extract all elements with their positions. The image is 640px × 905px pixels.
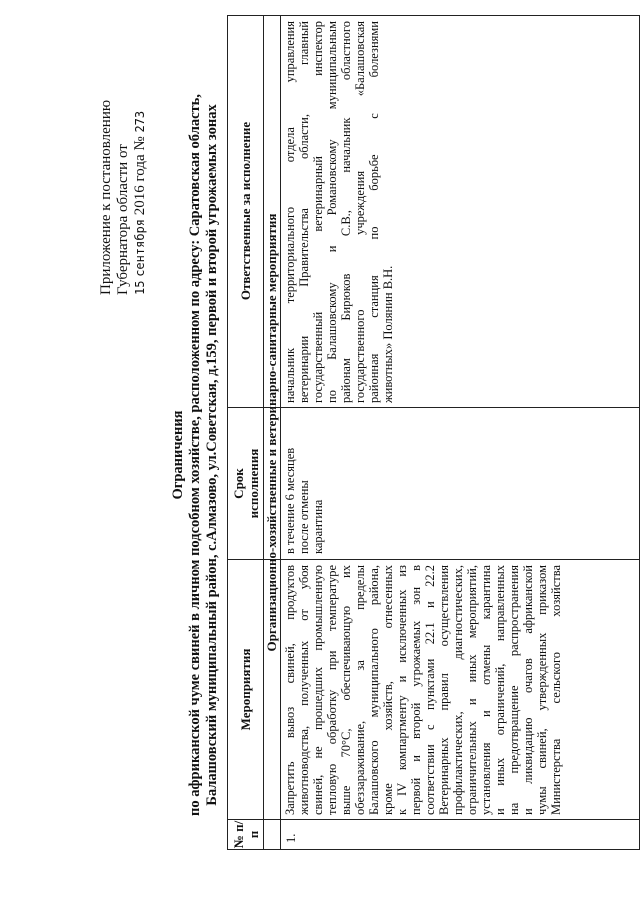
heading-line3: Балашовский муниципальный район, с.Алмазово, ул.Советская, д.159, первой и второй угрожаемых зонах xyxy=(204,104,220,806)
appendix-date-line xyxy=(132,55,149,295)
responsible-line: по Балашовскому и Романовскому муниципальным xyxy=(325,21,339,403)
term-line: в течение 6 месяцев xyxy=(283,447,297,554)
header-term-line2: исполнения xyxy=(246,448,261,519)
responsible-line: районная станция по борьбе с болезнями xyxy=(367,21,381,403)
header-measures: Мероприятия xyxy=(238,648,253,731)
measure-line: Министерства сельского хозяйства xyxy=(549,565,563,815)
measure-line: соответствии с пунктами 22.1 и 22.2 xyxy=(423,565,437,815)
measure-line: к IV компартменту и исключенных из xyxy=(395,565,409,815)
term-line: карантина xyxy=(311,499,325,554)
row-measure xyxy=(283,565,563,815)
measure-line: обеззараживание, за пределы xyxy=(353,565,367,815)
measure-line: тепловую обработку при температуре xyxy=(325,565,339,815)
header-responsible: Ответственные за исполнение xyxy=(238,121,253,301)
measure-line: и иных ограничений, направленных xyxy=(493,565,507,815)
appendix-number-sign: № xyxy=(132,136,148,151)
term-line: после отмены xyxy=(297,480,311,554)
measure-line: и ликвидацию очагов африканской xyxy=(521,565,535,815)
appendix-date-day: 15 xyxy=(133,280,147,295)
row-term xyxy=(283,412,325,554)
responsible-line: начальник территориального отдела управления xyxy=(283,21,297,403)
section-divider xyxy=(280,16,281,849)
measure-line: Запретить вывоз свиней, продуктов xyxy=(283,565,297,815)
measure-line: ограничительных и иных мероприятий, xyxy=(465,565,479,815)
measure-line: установления и отмены карантина xyxy=(479,565,493,815)
measure-line: животноводства, полученных от убоя xyxy=(297,565,311,815)
responsible-line: государственного учреждения «Балашовская xyxy=(353,21,367,403)
header-term-line1: Срок xyxy=(231,468,246,499)
appendix-number: 273 xyxy=(133,110,147,133)
measure-line: кроме хозяйств, отнесенных xyxy=(381,565,395,815)
appendix-date-month: сентября xyxy=(133,219,147,277)
measure-line: чумы свиней, утвержденных приказом xyxy=(535,565,549,815)
column-divider xyxy=(228,407,639,408)
appendix-line2: Губернатора области от xyxy=(115,144,131,295)
row-num: 1. xyxy=(284,833,298,843)
appendix-year-label: 2016 года xyxy=(132,154,148,216)
heading-title: Ограничения xyxy=(170,410,186,500)
section-title: Организационно-хозяйственные и ветеринарно-санитарные мероприятия xyxy=(264,213,279,652)
responsible-line: ветеринарии Правительства области, главный xyxy=(297,21,311,403)
measure-line: свиней, не прошедших промышленную xyxy=(311,565,325,815)
responsible-line: животных» Полянин В.Н. xyxy=(381,265,395,403)
column-divider xyxy=(228,819,639,820)
restrictions-table xyxy=(227,15,640,850)
responsible-line: государственный ветеринарный инспектор xyxy=(311,21,325,403)
responsible-line: районам Бирюков С.В., начальник областного xyxy=(339,21,353,403)
measure-line: первой и второй угрожаемых зон в xyxy=(409,565,423,815)
appendix-block xyxy=(98,55,149,295)
row-responsible xyxy=(283,21,395,403)
measure-line: Ветеринарных правил осуществления xyxy=(437,565,451,815)
column-divider xyxy=(228,559,639,560)
measure-line: на предотвращение распространения xyxy=(507,565,521,815)
measure-line: Балашовского муниципального района, xyxy=(367,565,381,815)
header-term xyxy=(231,408,261,559)
heading-line2: по африканской чуме свиней в личном подсобном хозяйстве, расположенном по адресу: Саратовская область, xyxy=(187,94,203,816)
document-heading xyxy=(170,45,221,865)
measure-line: профилактических, диагностических, xyxy=(451,565,465,815)
measure-line: выше 70°С, обеспечивающую их xyxy=(339,565,353,815)
appendix-line1: Приложение к постановлению xyxy=(98,99,114,295)
header-num: № п/п xyxy=(231,820,261,849)
